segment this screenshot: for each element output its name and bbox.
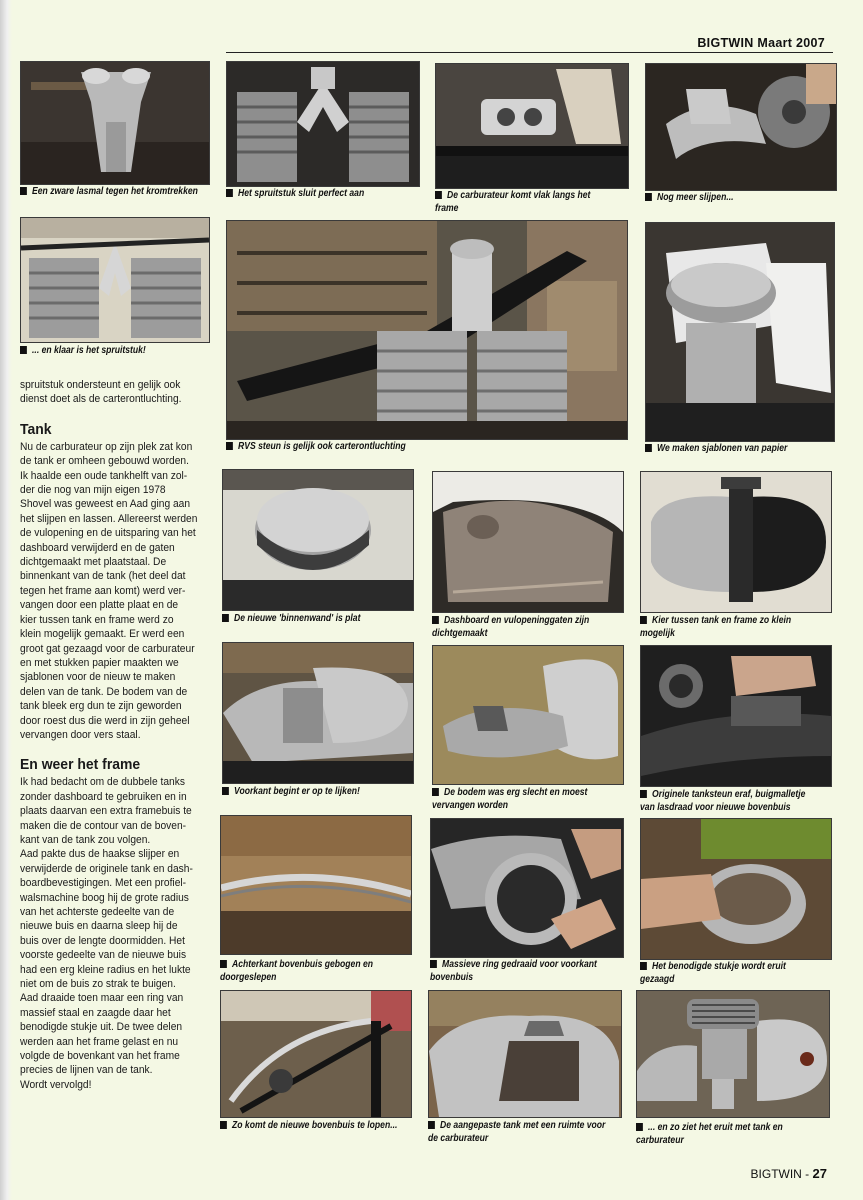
caption-square-icon xyxy=(432,616,439,624)
caption-square-icon xyxy=(432,788,439,796)
caption: Achterkant bovenbuis gebogen en doorgeslepen xyxy=(220,959,374,983)
caption-square-icon xyxy=(226,442,233,450)
photo-dashboard-closed xyxy=(432,471,624,613)
caption: RVS steun is gelijk ook carterontluchting xyxy=(226,441,432,454)
caption-square-icon xyxy=(222,614,229,622)
photo-flat-inner-wall xyxy=(222,469,414,611)
caption-square-icon xyxy=(636,1123,643,1131)
caption: Een zware lasmal tegen het kromtrekken xyxy=(20,186,201,199)
photo-stainless-bracket xyxy=(226,220,628,440)
caption-square-icon xyxy=(430,960,437,968)
section-heading-frame: En weer het frame xyxy=(20,756,141,774)
page-spine-shadow xyxy=(0,0,12,1200)
caption-square-icon xyxy=(20,346,27,354)
photo-original-bracket-removed xyxy=(640,645,832,787)
caption: Zo komt de nieuwe bovenbuis te lopen... xyxy=(220,1120,401,1133)
photo-front-shape xyxy=(222,642,414,784)
caption-square-icon xyxy=(220,1121,227,1129)
caption: Dashboard en vulopeninggaten zijn dichtgemaakt xyxy=(432,615,590,639)
caption: De carburateur komt vlak langs het frame xyxy=(435,190,591,214)
frame-paragraph: Ik had bedacht om de dubbele tanks zonder dashboard te gebruiken en in plaats daarvan een extra framebuis te maken die de contour van de boven- kant van de tank zou volgen. Aad pakte dus de haakse slijper en verwijderde de originele tank en dash- boardbevestigingen. Met een profiel- walsmachine boog hij de grote radius van het achterste gedeelte van de nieuwe buis en daarna sleep hij de buis over de lengte doormidden. Het voorste gedeelte van de nieuwe buis had een erg kleine radius en het lukte niet om de buis zo strak te buigen. Aad draaide toen maar een ring van massief staal en zaagde daar het benodigde stukje uit. De twee delen werden aan het frame gelast en nu volgde de bovenkant van het frame precies de lijnen van de tank. Wordt vervolgd! xyxy=(20,776,193,1091)
caption-square-icon xyxy=(428,1121,435,1129)
photo-manifold-ready xyxy=(20,217,210,343)
caption: Originele tanksteun eraf, buigmalletje van lasdraad voor nieuwe bovenbuis xyxy=(640,789,806,813)
caption-square-icon xyxy=(435,191,442,199)
photo-carburetor-frame xyxy=(435,63,629,189)
photo-new-top-tube xyxy=(220,990,412,1118)
photo-solid-ring xyxy=(430,818,624,958)
photo-rear-tube-bent xyxy=(220,815,412,955)
article-body xyxy=(20,378,215,1092)
page-number: 27 xyxy=(812,1166,827,1181)
photo-tank-with-carburetor xyxy=(636,990,830,1118)
section-heading-tank: Tank xyxy=(20,420,52,438)
caption: De aangepaste tank met een ruimte voor de carburateur xyxy=(428,1120,606,1144)
photo-welding-jig xyxy=(20,61,210,185)
photo-tank-bottom xyxy=(432,645,624,785)
caption: Het spruitstuk sluit perfect aan xyxy=(226,188,407,201)
caption-square-icon xyxy=(226,189,233,197)
caption: Massieve ring gedraaid voor voorkant bovenbuis xyxy=(430,959,597,983)
photo-paper-templates xyxy=(645,222,835,442)
page-header: BIGTWIN Maart 2007 xyxy=(697,36,825,50)
caption: Kier tussen tank en frame zo klein mogelijk xyxy=(640,615,792,639)
caption-square-icon xyxy=(645,444,652,452)
caption: We maken sjablonen van papier xyxy=(645,443,826,456)
caption: De bodem was erg slecht en moest vervangen worden xyxy=(432,787,588,811)
caption-square-icon xyxy=(640,962,647,970)
caption-square-icon xyxy=(645,193,652,201)
caption-square-icon xyxy=(640,616,647,624)
caption: Het benodigde stukje wordt eruit gezaagd xyxy=(640,961,786,985)
caption-square-icon xyxy=(640,790,647,798)
caption: ... en klaar is het spruitstuk! xyxy=(20,345,201,358)
footer-magazine: BIGTWIN - xyxy=(750,1167,810,1181)
caption: Nog meer slijpen... xyxy=(645,192,826,205)
caption-square-icon xyxy=(222,787,229,795)
page-footer xyxy=(751,1166,827,1181)
caption-square-icon xyxy=(220,960,227,968)
header-rule xyxy=(226,52,833,53)
intro-paragraph: spruitstuk ondersteunt en gelijk ook dienst doet als de carterontluchting. xyxy=(20,379,182,406)
caption: De nieuwe 'binnenwand' is plat xyxy=(222,613,403,626)
caption-square-icon xyxy=(20,187,27,195)
photo-grinding xyxy=(645,63,837,191)
photo-manifold-fit xyxy=(226,61,420,187)
caption: Voorkant begint er op te lijken! xyxy=(222,786,403,799)
photo-modified-tank xyxy=(428,990,622,1118)
caption: ... en zo ziet het eruit met tank en carburateur xyxy=(636,1122,783,1146)
photo-cutting-piece xyxy=(640,818,832,960)
tank-paragraph: Nu de carburateur op zijn plek zat kon de tank er omheen gebouwd worden. Ik haalde een oude tankhelft van zol- der die nog van mijn eigen 1978 Shovel was geweest en Aad ging aan het slijpen en lassen. Allereerst werden de vulopening en de uitsparing van het dashboard verwijderd en de gaten dichtgemaakt met plaatstaal. De binnenkant van de tank (het deel dat tegen het frame aan komt) werd ver- vangen door een platte plaat en de kier tussen tank en frame werd zo klein mogelijk gemaakt. Er werd een groot gat gezaagd voor de carburateur en met stukken papier maakten we sjablonen voor de nieuw te maken delen van de tank. De bodem van de tank bleek erg dun te zijn geworden door roest dus die werd in zijn geheel vervangen door vers staal. xyxy=(20,440,198,741)
photo-gap-tank-frame xyxy=(640,471,832,613)
